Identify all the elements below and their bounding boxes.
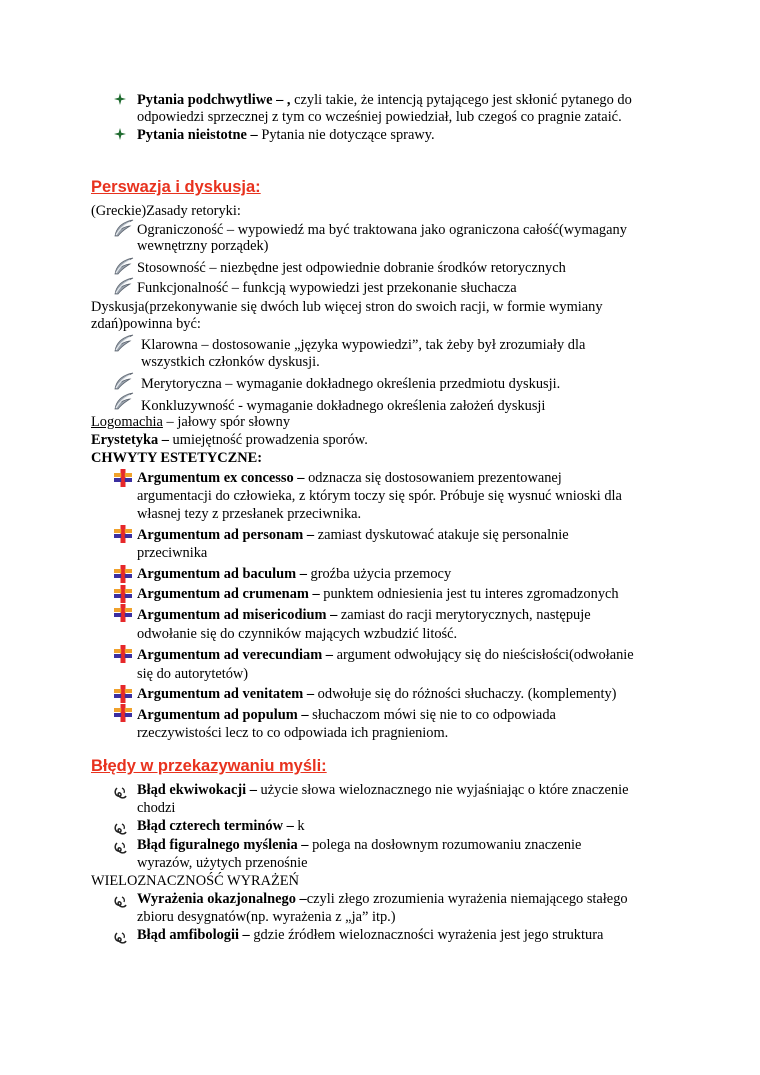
rhetoric-intro: (Greckie)Zasady retoryki: — [91, 203, 241, 219]
chwyty-title: CHWYTY ESTETYCZNE: — [91, 450, 262, 466]
curl-bullet-icon — [114, 786, 128, 800]
feather-bullet-icon — [113, 334, 135, 352]
argument-item: Argumentum ad venitatem – odwołuje się do różności słuchaczy. (komplementy) — [137, 686, 617, 702]
star-bullet-icon — [114, 128, 126, 140]
plus-bullet-icon — [114, 585, 132, 603]
feather-bullet-icon — [113, 277, 135, 295]
discussion-definition: Dyskusja(przekonywanie się dwóch lub więcej stron do swoich racji, w formie wymiany — [91, 299, 603, 315]
argument-item-cont: odwołanie się do czynników mających wzbudzić litość. — [137, 626, 458, 642]
argument-item-cont: się do autorytetów) — [137, 666, 249, 682]
ambiguity-item-cont: zbioru desygnatów(np. wyrażenia z „ja” itp.) — [137, 909, 396, 925]
curl-bullet-icon — [114, 822, 128, 836]
plus-bullet-icon — [114, 645, 132, 663]
argument-item: Argumentum ad verecundiam – argument odwołujący się do nieścisłości(odwołanie — [137, 647, 634, 663]
rhetoric-item-cont: wewnętrzny porządek) — [137, 238, 269, 254]
error-item-cont: chodzi — [137, 800, 176, 816]
rhetoric-item: Stosowność – niezbędne jest odpowiednie dobranie środków retorycznych — [137, 260, 566, 276]
question-item: Pytania nieistotne – Pytania nie dotyczące sprawy. — [137, 127, 435, 143]
argument-item-cont: argumentacji do człowieka, z którym toczy się spór. Próbuje się wysnuć wnioski dla — [137, 488, 622, 504]
discussion-definition-cont: zdań)powinna być: — [91, 316, 201, 332]
argument-item: Argumentum ad baculum – groźba użycia przemocy — [137, 566, 452, 582]
discussion-item: Merytoryczna – wymaganie dokładnego określenia przedmiotu dyskusji. — [141, 376, 561, 392]
error-item: Błąd czterech terminów – k — [137, 818, 305, 834]
error-item: Błąd ekwiwokacji – użycie słowa wieloznacznego nie wyjaśniając o które znaczenie — [137, 782, 629, 798]
argument-item: Argumentum ad crumenam – punktem odniesienia jest tu interes zgromadzonych — [137, 586, 619, 602]
argument-item-cont: przeciwnika — [137, 545, 208, 561]
rhetoric-item: Ograniczoność – wypowiedź ma być traktowana jako ograniczona całość(wymagany — [137, 222, 627, 238]
argument-item: Argumentum ex concesso – odznacza się dostosowaniem prezentowanej — [137, 470, 562, 486]
argument-item: Argumentum ad populum – słuchaczom mówi się nie to co odpowiada — [137, 707, 556, 723]
argument-item: Argumentum ad misericodium – zamiast do racji merytorycznych, następuje — [137, 607, 591, 623]
argument-item-cont: własnej tezy z przesłanek przeciwnika. — [137, 506, 362, 522]
erystetyka-line: Erystetyka – umiejętność prowadzenia sporów. — [91, 432, 368, 448]
feather-bullet-icon — [113, 372, 135, 390]
discussion-item-cont: wszystkich członków dyskusji. — [141, 354, 320, 370]
plus-bullet-icon — [114, 565, 132, 583]
feather-bullet-icon — [113, 257, 135, 275]
discussion-item: Konkluzywność - wymaganie dokładnego określenia założeń dyskusji — [141, 398, 546, 414]
argument-item-cont: rzeczywistości lecz to co odpowiada ich pragnieniom. — [137, 725, 449, 741]
curl-bullet-icon — [114, 931, 128, 945]
star-bullet-icon — [114, 93, 126, 105]
error-item-cont: wyrazów, użytych przenośnie — [137, 855, 308, 871]
question-item-cont: odpowiedzi sprzecznej z tym co wcześniej powiedział, lub czegoś co pragnie zataić. — [137, 109, 622, 125]
curl-bullet-icon — [114, 895, 128, 909]
section-heading: Błędy w przekazywaniu myśli: — [91, 757, 327, 775]
plus-bullet-icon — [114, 469, 132, 487]
feather-bullet-icon — [113, 219, 135, 237]
plus-bullet-icon — [114, 604, 132, 622]
curl-bullet-icon — [114, 841, 128, 855]
ambiguity-item: Błąd amfibologii – gdzie źródłem wieloznaczności wyrażenia jest jego struktura — [137, 927, 604, 943]
question-item: Pytania podchwytliwe – , czyli takie, że intencją pytającego jest skłonić pytanego do — [137, 92, 632, 108]
argument-item: Argumentum ad personam – zamiast dyskutować atakuje się personalnie — [137, 527, 569, 543]
plus-bullet-icon — [114, 685, 132, 703]
logomachia-line: Logomachia – jałowy spór słowny — [91, 414, 291, 430]
plus-bullet-icon — [114, 704, 132, 722]
plus-bullet-icon — [114, 525, 132, 543]
discussion-item: Klarowna – dostosowanie „języka wypowiedzi”, tak żeby był zrozumiały dla — [141, 337, 586, 353]
error-item: Błąd figuralnego myślenia – polega na dosłownym rozumowaniu znaczenie — [137, 837, 582, 853]
ambiguity-item: Wyrażenia okazjonalnego –czyli złego zrozumienia wyrażenia niemającego stałego — [137, 891, 628, 907]
ambiguity-title: WIELOZNACZNOŚĆ WYRAŻEŃ — [91, 873, 299, 889]
rhetoric-item: Funkcjonalność – funkcją wypowiedzi jest przekonanie słuchacza — [137, 280, 517, 296]
section-heading: Perswazja i dyskusja: — [91, 178, 261, 196]
feather-bullet-icon — [113, 392, 135, 410]
